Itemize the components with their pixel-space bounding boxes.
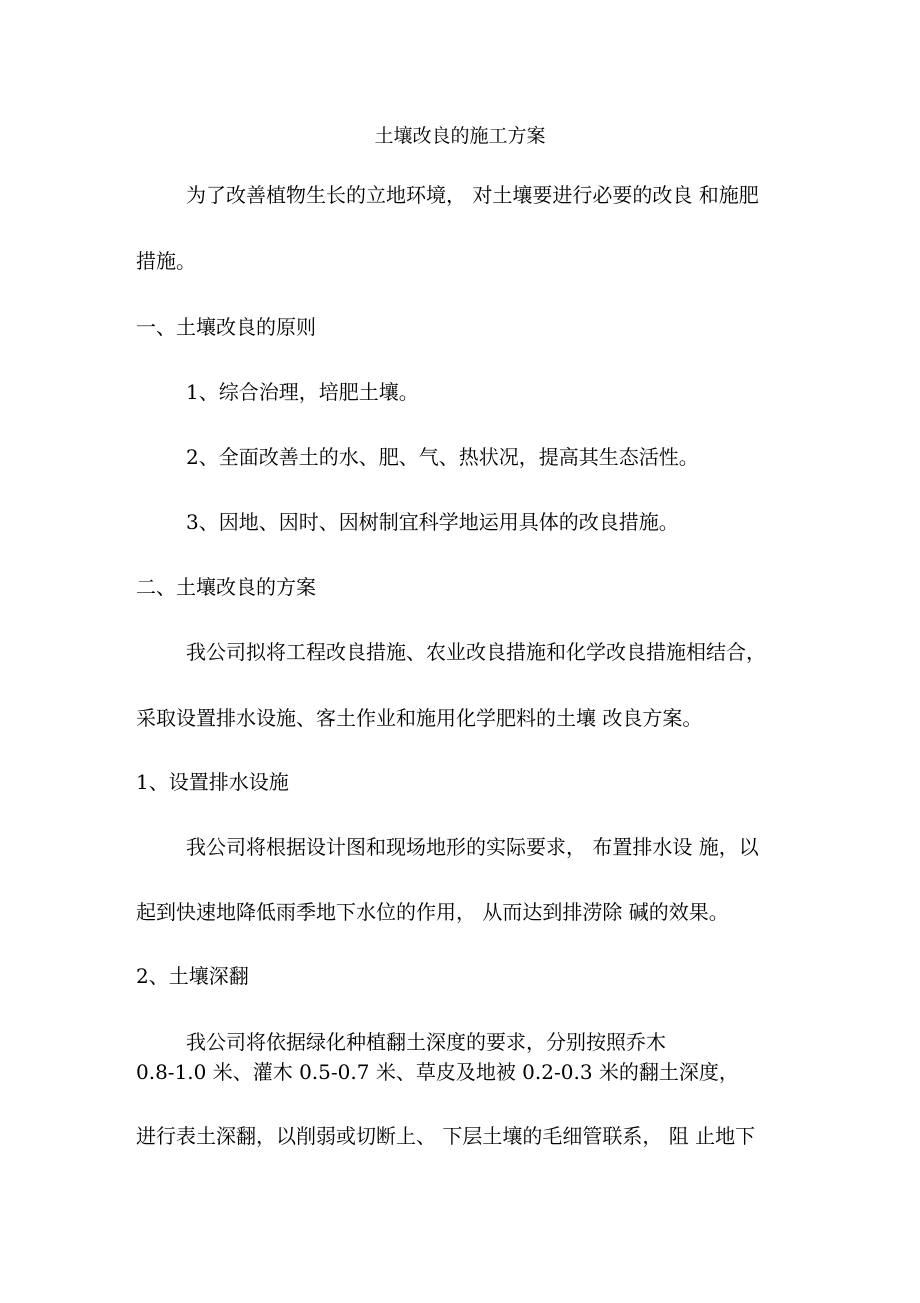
subsection-heading-drainage: 1、设置排水设施 xyxy=(136,770,289,794)
tillage-body-line-2: 0.8-1.0 米、灌木 0.5-0.7 米、草皮及地被 0.2-0.3 米的翻土深度， xyxy=(136,1060,739,1084)
tillage-body-line-1: 我公司将依据绿化种植翻土深度的要求，分别按照乔木 xyxy=(186,1030,666,1054)
principle-item-2: 2、全面改善土的水、肥、气、热状况，提高其生态活性。 xyxy=(186,445,699,469)
drainage-body-line-1: 我公司将根据设计图和现场地形的实际要求， 布置排水设 施，以 xyxy=(186,835,759,859)
plan-intro-line-2: 采取设置排水设施、客土作业和施用化学肥料的土壤 改良方案。 xyxy=(136,706,703,730)
document-title: 土壤改良的施工方案 xyxy=(374,125,546,147)
plan-intro-line-1: 我公司拟将工程改良措施、农业改良措施和化学改良措施相结合， xyxy=(186,640,766,664)
principle-item-1: 1、综合治理，培肥土壤。 xyxy=(186,380,419,404)
drainage-body-line-2: 起到快速地降低雨季地下水位的作用， 从而达到排涝除 碱的效果。 xyxy=(136,900,729,924)
section-heading-plan: 二、土壤改良的方案 xyxy=(136,575,316,599)
section-heading-principles: 一、土壤改良的原则 xyxy=(136,315,316,339)
subsection-heading-deep-tillage: 2、土壤深翻 xyxy=(136,964,249,988)
intro-line-1: 为了改善植物生长的立地环境， 对土壤要进行必要的改良 和施肥 xyxy=(186,183,759,207)
principle-item-3: 3、因地、因时、因树制宜科学地运用具体的改良措施。 xyxy=(186,510,679,534)
intro-line-2: 措施。 xyxy=(136,249,196,273)
tillage-body-line-3: 进行表土深翻，以削弱或切断上、 下层土壤的毛细管联系， 阻 止地下 xyxy=(136,1124,756,1148)
